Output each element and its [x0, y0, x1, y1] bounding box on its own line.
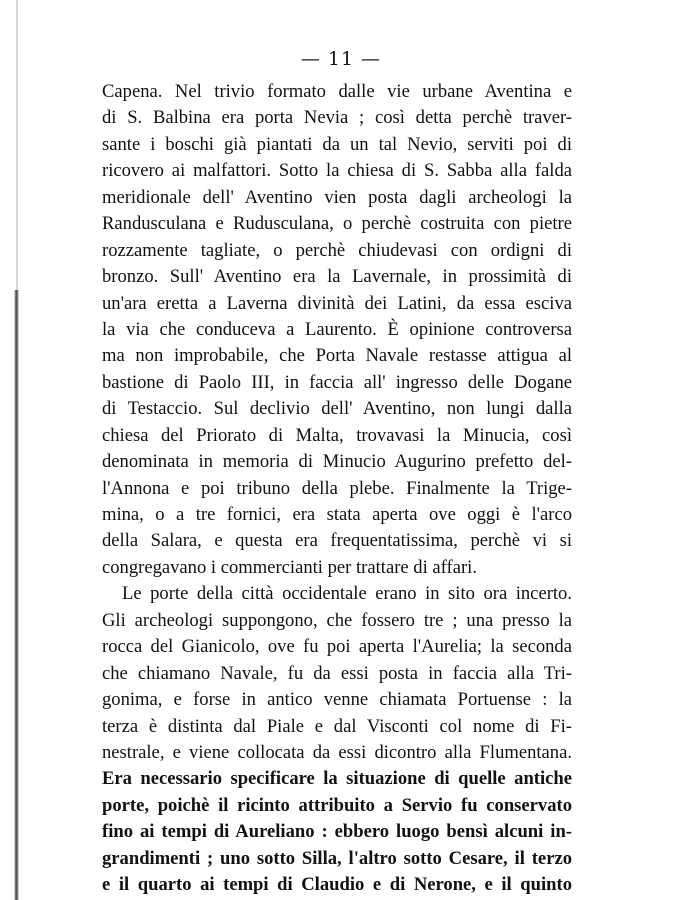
body-text	[102, 79, 572, 899]
text-line: porte, poichè il ricinto attribuito a Servio fu conservato	[102, 794, 572, 816]
text-line: rocca del Gianicolo, ove fu poi aperta l'Aurelia; la seconda	[102, 636, 572, 658]
text-line: ricovero ai malfattori. Sotto la chiesa di S. Sabba alla falda	[102, 160, 572, 182]
text-line: denominata in memoria di Minucio Augurino prefetto del-	[102, 451, 572, 473]
text-line: Era necessario specificare la situazione di quelle antiche	[102, 768, 572, 790]
text-line: Gli archeologi suppongono, che fossero tre ; una presso la	[102, 609, 572, 631]
text-line: mina, o a tre fornici, era stata aperta ove oggi è l'arco	[102, 504, 572, 525]
text-line: sante i boschi già piantati da un tal Nevio, serviti poi di	[102, 133, 572, 155]
text-line: la via che conduceva a Laurento. È opinione controversa	[102, 318, 572, 340]
text-line: della Salara, e questa era frequentatissima, perchè vi si	[102, 530, 572, 552]
text-line: meridionale dell' Aventino vien posta dagli archeologi la	[102, 186, 572, 208]
binding-edge-shadow	[14, 290, 19, 900]
text-line: Le porte della città occidentale erano in sito ora incerto.	[122, 583, 572, 605]
text-line: l'Annona e poi tribuno della plebe. Finalmente la Trige-	[102, 477, 572, 499]
text-line: bronzo. Sull' Aventino era la Lavernale, in prossimità di	[102, 266, 572, 288]
text-line: Randusculana e Rudusculana, o perchè costruita con pietre	[102, 213, 572, 235]
text-line: un'ara eretta a Laverna divinità dei Latini, da essa esciva	[102, 292, 572, 314]
text-line: chiesa del Priorato di Malta, trovavasi la Minucia, così	[102, 424, 572, 446]
text-line: bastione di Paolo III, in faccia all' ingresso delle Dogane	[102, 371, 572, 393]
text-line: e il quarto ai tempi di Claudio e di Nerone, e il quinto	[102, 874, 572, 896]
page-number: — 11 —	[300, 48, 382, 70]
text-line: congregavano i commercianti per trattare di affari.	[102, 556, 477, 578]
text-line: rozzamente tagliate, o perchè chiudevasi con ordigni di	[102, 239, 572, 261]
text-line: gonima, e forse in antico venne chiamata Portuense : la	[102, 689, 572, 711]
binding-edge-top	[16, 0, 18, 290]
text-line: grandimenti ; uno sotto Silla, l'altro sotto Cesare, il terzo	[102, 847, 572, 869]
text-line: terza è distinta dal Piale e dal Visconti col nome di Fi-	[102, 715, 572, 737]
text-line: che chiamano Navale, fu da essi posta in faccia alla Tri-	[102, 662, 572, 684]
text-line: nestrale, e viene collocata da essi dicontro alla Flumentana.	[102, 741, 572, 763]
text-line: di Testaccio. Sul declivio dell' Aventino, non lungi dalla	[102, 398, 572, 420]
text-line: di S. Balbina era porta Nevia ; così detta perchè traver-	[102, 107, 572, 129]
text-line: Capena. Nel trivio formato dalle vie urbane Aventina e	[102, 81, 572, 102]
text-line: ma non improbabile, che Porta Navale restasse attigua al	[102, 345, 572, 367]
text-line: fino ai tempi di Aureliano : ebbero luogo bensì alcuni in-	[102, 821, 572, 843]
